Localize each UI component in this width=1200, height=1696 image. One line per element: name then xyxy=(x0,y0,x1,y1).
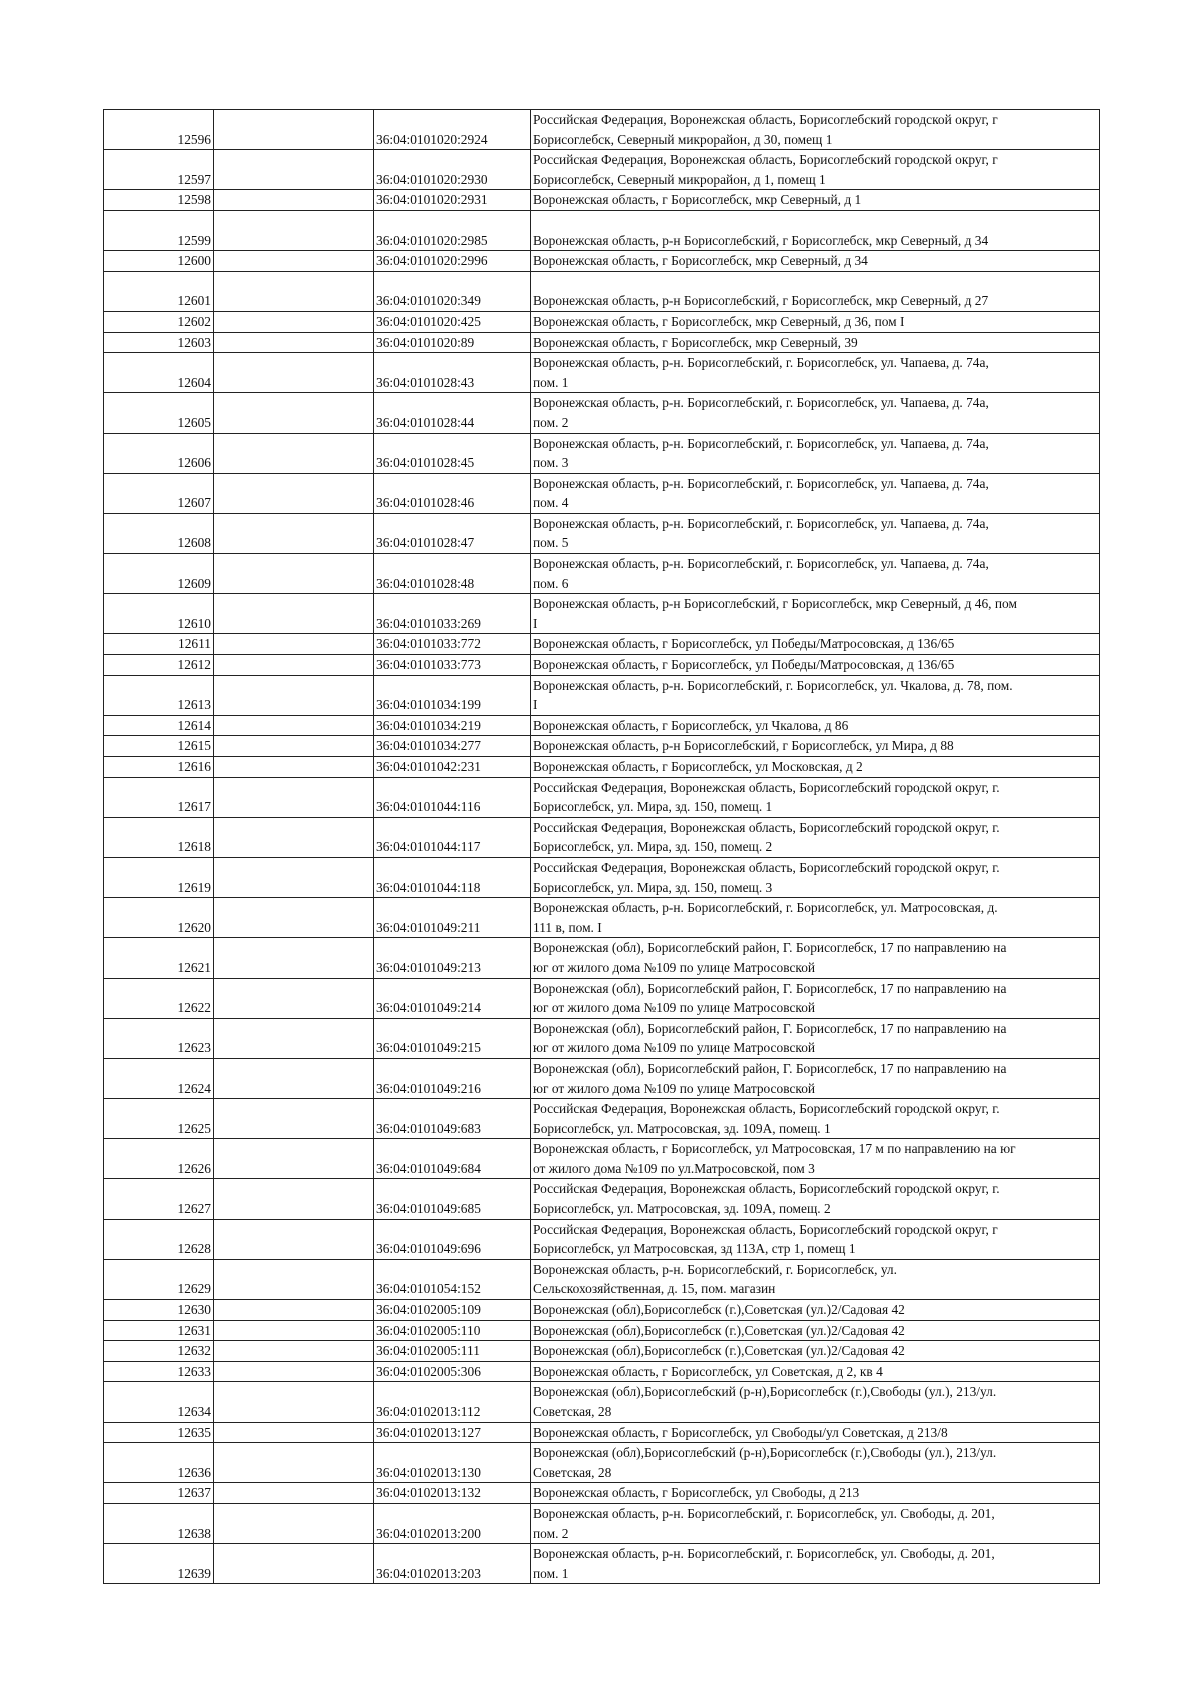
address-line: Воронежская область, р-н. Борисоглебский, г. Борисоглебск, ул. Матросовская, д. xyxy=(533,900,998,916)
row-number-cell: 12619 xyxy=(104,857,214,897)
empty-cell xyxy=(214,311,374,332)
cadastral-number-cell: 36:04:0101028:44 xyxy=(374,393,531,433)
empty-cell xyxy=(214,777,374,817)
empty-cell xyxy=(214,1361,374,1382)
address-line: пом. 5 xyxy=(533,535,569,551)
empty-cell xyxy=(214,110,374,150)
table-row xyxy=(104,594,1100,634)
address-cell xyxy=(531,433,1100,473)
table-row xyxy=(104,736,1100,757)
cadastral-number-cell: 36:04:0102005:306 xyxy=(374,1361,531,1382)
cadastral-number-cell: 36:04:0101044:116 xyxy=(374,777,531,817)
row-number-cell: 12617 xyxy=(104,777,214,817)
table-row xyxy=(104,777,1100,817)
address-line: Борисоглебск, ул. Мира, зд. 150, помещ. 2 xyxy=(533,839,773,855)
address-line: юг от жилого дома №109 по улице Матросовской xyxy=(533,1040,816,1056)
address-line: юг от жилого дома №109 по улице Матросовской xyxy=(533,959,816,975)
cadastral-number-cell: 36:04:0101034:219 xyxy=(374,715,531,736)
address-line: I xyxy=(533,615,538,631)
cadastral-number-cell: 36:04:0101042:231 xyxy=(374,757,531,778)
empty-cell xyxy=(214,1422,374,1443)
address-cell xyxy=(531,898,1100,938)
address-cell xyxy=(531,554,1100,594)
address-cell xyxy=(531,1544,1100,1584)
address-line: Воронежская область, г Борисоглебск, ул Свободы/ул Советская, д 213/8 xyxy=(533,1424,948,1440)
empty-cell xyxy=(214,1503,374,1543)
address-line: Воронежская (обл), Борисоглебский район, Г. Борисоглебск, 17 по направлению на xyxy=(533,940,1007,956)
empty-cell xyxy=(214,1259,374,1299)
empty-cell xyxy=(214,554,374,594)
address-cell xyxy=(531,251,1100,272)
cadastral-number-cell: 36:04:0102005:110 xyxy=(374,1320,531,1341)
empty-cell xyxy=(214,1058,374,1098)
address-cell xyxy=(531,190,1100,211)
address-line: Воронежская (обл),Борисоглебский (р-н),Борисоглебск (г.),Свободы (ул.), 213/ул. xyxy=(533,1384,997,1400)
table-row xyxy=(104,1018,1100,1058)
address-line: Воронежская область, г Борисоглебск, ул Советская, д 2, кв 4 xyxy=(533,1363,883,1379)
table-row xyxy=(104,1544,1100,1584)
cadastral-number-cell: 36:04:0101049:683 xyxy=(374,1099,531,1139)
row-number-cell: 12632 xyxy=(104,1341,214,1362)
cadastral-number-cell: 36:04:0101049:215 xyxy=(374,1018,531,1058)
address-cell xyxy=(531,715,1100,736)
row-number-cell: 12628 xyxy=(104,1219,214,1259)
table-row xyxy=(104,513,1100,553)
row-number-cell: 12639 xyxy=(104,1544,214,1584)
table-row xyxy=(104,1422,1100,1443)
address-line: Советская, 28 xyxy=(533,1464,612,1480)
address-cell xyxy=(531,757,1100,778)
row-number-cell: 12602 xyxy=(104,311,214,332)
cadastral-number-cell: 36:04:0102013:130 xyxy=(374,1443,531,1483)
row-number-cell: 12605 xyxy=(104,393,214,433)
address-cell xyxy=(531,1058,1100,1098)
empty-cell xyxy=(214,715,374,736)
address-line: Воронежская (обл),Борисоглебск (г.),Советская (ул.)2/Садовая 42 xyxy=(533,1322,905,1338)
address-line: Воронежская область, г Борисоглебск, ул Матросовская, 17 м по направлению на юг xyxy=(533,1141,1016,1157)
table-row xyxy=(104,311,1100,332)
cadastral-number-cell: 36:04:0101034:199 xyxy=(374,675,531,715)
address-line: Воронежская область, г Борисоглебск, мкр Северный, 39 xyxy=(533,334,858,350)
empty-cell xyxy=(214,736,374,757)
table-row xyxy=(104,1219,1100,1259)
empty-cell xyxy=(214,978,374,1018)
address-cell xyxy=(531,1300,1100,1321)
table-row xyxy=(104,1099,1100,1139)
address-line: Воронежская (обл), Борисоглебский район, Г. Борисоглебск, 17 по направлению на xyxy=(533,1020,1007,1036)
address-line: Воронежская область, г Борисоглебск, мкр Северный, д 1 xyxy=(533,192,862,208)
table-row xyxy=(104,1259,1100,1299)
table-row xyxy=(104,190,1100,211)
address-line xyxy=(533,272,1097,292)
address-cell xyxy=(531,1139,1100,1179)
cadastral-number-cell: 36:04:0101028:43 xyxy=(374,353,531,393)
address-line: Воронежская область, р-н Борисоглебский, г Борисоглебск, мкр Северный, д 46, пом xyxy=(533,596,1017,612)
address-line: Борисоглебск, ул. Матросовская, зд. 109А, помещ. 1 xyxy=(533,1120,831,1136)
address-line: Воронежская (обл), Борисоглебский район, Г. Борисоглебск, 17 по направлению на xyxy=(533,980,1007,996)
cadastral-number-cell: 36:04:0102005:109 xyxy=(374,1300,531,1321)
address-line: Сельскохозяйственная, д. 15, пом. магазин xyxy=(533,1281,776,1297)
address-line: Воронежская область, р-н Борисоглебский, г Борисоглебск, ул Мира, д 88 xyxy=(533,738,954,754)
empty-cell xyxy=(214,594,374,634)
address-cell xyxy=(531,513,1100,553)
row-number-cell: 12626 xyxy=(104,1139,214,1179)
row-number-cell: 12596 xyxy=(104,110,214,150)
address-line: Российская Федерация, Воронежская область, Борисоглебский городской округ, г. xyxy=(533,819,1000,835)
empty-cell xyxy=(214,817,374,857)
empty-cell xyxy=(214,1139,374,1179)
row-number-cell: 12623 xyxy=(104,1018,214,1058)
row-number-cell: 12629 xyxy=(104,1259,214,1299)
address-cell xyxy=(531,736,1100,757)
empty-cell xyxy=(214,1018,374,1058)
row-number-cell: 12604 xyxy=(104,353,214,393)
table-row xyxy=(104,1443,1100,1483)
row-number-cell: 12598 xyxy=(104,190,214,211)
row-number-cell: 12614 xyxy=(104,715,214,736)
address-line: пом. 6 xyxy=(533,575,569,591)
empty-cell xyxy=(214,1483,374,1504)
address-line: пом. 3 xyxy=(533,455,569,471)
address-line: пом. 1 xyxy=(533,374,569,390)
empty-cell xyxy=(214,1300,374,1321)
cadastral-number-cell: 36:04:0101033:773 xyxy=(374,655,531,676)
address-line: Борисоглебск, ул. Матросовская, зд. 109А, помещ. 2 xyxy=(533,1201,831,1217)
row-number-cell: 12630 xyxy=(104,1300,214,1321)
row-number-cell: 12636 xyxy=(104,1443,214,1483)
cadastral-number-cell: 36:04:0101020:89 xyxy=(374,332,531,353)
cadastral-number-cell: 36:04:0101028:46 xyxy=(374,473,531,513)
address-line: Борисоглебск, ул. Мира, зд. 150, помещ. 1 xyxy=(533,799,773,815)
address-line: Воронежская область, р-н. Борисоглебский, г. Борисоглебск, ул. Чкалова, д. 78, пом. xyxy=(533,677,1013,693)
cadastral-number-cell: 36:04:0101028:47 xyxy=(374,513,531,553)
empty-cell xyxy=(214,1443,374,1483)
empty-cell xyxy=(214,332,374,353)
address-line: Российская Федерация, Воронежская область, Борисоглебский городской округ, г xyxy=(533,112,998,127)
row-number-cell: 12631 xyxy=(104,1320,214,1341)
empty-cell xyxy=(214,150,374,190)
address-line: Советская, 28 xyxy=(533,1404,612,1419)
address-line: Воронежская область, р-н. Борисоглебский, г. Борисоглебск, ул. Свободы, д. 201, xyxy=(533,1505,995,1521)
table-row xyxy=(104,1179,1100,1219)
row-number-cell: 12622 xyxy=(104,978,214,1018)
address-line: 111 в, пом. I xyxy=(533,919,602,935)
cadastral-number-cell: 36:04:0102013:112 xyxy=(374,1382,531,1422)
address-cell xyxy=(531,1018,1100,1058)
empty-cell xyxy=(214,1320,374,1341)
row-number-cell: 12597 xyxy=(104,150,214,190)
row-number-cell: 12607 xyxy=(104,473,214,513)
cadastral-number-cell: 36:04:0101028:45 xyxy=(374,433,531,473)
address-cell xyxy=(531,1483,1100,1504)
row-number-cell: 12608 xyxy=(104,513,214,553)
address-line: Воронежская область, г Борисоглебск, ул Свободы, д 213 xyxy=(533,1485,860,1501)
cadastral-number-cell: 36:04:0101020:2985 xyxy=(374,210,531,250)
row-number-cell: 12634 xyxy=(104,1382,214,1422)
address-line: Воронежская область, р-н Борисоглебский, г Борисоглебск, мкр Северный, д 27 xyxy=(533,293,989,309)
address-cell xyxy=(531,1099,1100,1139)
empty-cell xyxy=(214,271,374,311)
address-line: Воронежская область, р-н. Борисоглебский, г. Борисоглебск, ул. Чапаева, д. 74а, xyxy=(533,355,989,371)
table-row xyxy=(104,1483,1100,1504)
address-cell xyxy=(531,634,1100,655)
address-line: пом. 4 xyxy=(533,495,569,511)
table-row xyxy=(104,433,1100,473)
empty-cell xyxy=(214,655,374,676)
address-line: Воронежская область, г Борисоглебск, ул Победы/Матросовская, д 136/65 xyxy=(533,636,955,652)
cadastral-number-cell: 36:04:0101044:117 xyxy=(374,817,531,857)
empty-cell xyxy=(214,634,374,655)
address-line: Российская Федерация, Воронежская область, Борисоглебский городской округ, г. xyxy=(533,779,1000,795)
row-number-cell: 12606 xyxy=(104,433,214,473)
address-line: Воронежская область, г Борисоглебск, ул Московская, д 2 xyxy=(533,759,863,774)
table-row xyxy=(104,1341,1100,1362)
empty-cell xyxy=(214,757,374,778)
cadastral-number-cell: 36:04:0101020:425 xyxy=(374,311,531,332)
cadastral-number-cell: 36:04:0101034:277 xyxy=(374,736,531,757)
address-line: Воронежская область, р-н Борисоглебский, г Борисоглебск, мкр Северный, д 34 xyxy=(533,232,989,248)
empty-cell xyxy=(214,1544,374,1584)
table-row xyxy=(104,757,1100,778)
table-row xyxy=(104,210,1100,250)
address-line: Воронежская область, г Борисоглебск, мкр Северный, д 36, пом I xyxy=(533,313,905,329)
cadastral-number-cell: 36:04:0101049:216 xyxy=(374,1058,531,1098)
address-cell xyxy=(531,332,1100,353)
table-row xyxy=(104,675,1100,715)
address-line: Российская Федерация, Воронежская область, Борисоглебский городской округ, г. xyxy=(533,1181,1000,1197)
address-line: Воронежская (обл),Борисоглебск (г.),Советская (ул.)2/Садовая 42 xyxy=(533,1343,905,1359)
cadastral-number-cell: 36:04:0101049:696 xyxy=(374,1219,531,1259)
table-row xyxy=(104,857,1100,897)
cadastral-number-cell: 36:04:0101020:349 xyxy=(374,271,531,311)
row-number-cell: 12601 xyxy=(104,271,214,311)
row-number-cell: 12625 xyxy=(104,1099,214,1139)
registry-table-body xyxy=(104,110,1100,1584)
address-cell xyxy=(531,777,1100,817)
cadastral-number-cell: 36:04:0102013:132 xyxy=(374,1483,531,1504)
table-row xyxy=(104,1058,1100,1098)
cadastral-number-cell: 36:04:0101049:214 xyxy=(374,978,531,1018)
address-line: Воронежская область, г Борисоглебск, ул Чкалова, д 86 xyxy=(533,717,849,733)
address-line: Воронежская область, р-н. Борисоглебский, г. Борисоглебск, ул. Чапаева, д. 74а, xyxy=(533,556,989,572)
table-row xyxy=(104,150,1100,190)
row-number-cell: 12609 xyxy=(104,554,214,594)
address-cell xyxy=(531,978,1100,1018)
cadastral-number-cell: 36:04:0101049:213 xyxy=(374,938,531,978)
table-row xyxy=(104,898,1100,938)
address-line: Российская Федерация, Воронежская область, Борисоглебский городской округ, г xyxy=(533,1221,998,1237)
table-row xyxy=(104,554,1100,594)
cadastral-number-cell: 36:04:0101049:685 xyxy=(374,1179,531,1219)
table-row xyxy=(104,251,1100,272)
address-line: I xyxy=(533,697,538,713)
empty-cell xyxy=(214,513,374,553)
address-line: Борисоглебск, Северный микрорайон, д 30, помещ 1 xyxy=(533,131,833,147)
row-number-cell: 12624 xyxy=(104,1058,214,1098)
empty-cell xyxy=(214,251,374,272)
address-cell xyxy=(531,150,1100,190)
empty-cell xyxy=(214,938,374,978)
empty-cell xyxy=(214,1341,374,1362)
address-line: пом. 1 xyxy=(533,1565,569,1581)
address-line: пом. 2 xyxy=(533,414,569,430)
address-line: Воронежская область, г Борисоглебск, мкр Северный, д 34 xyxy=(533,253,868,269)
row-number-cell: 12615 xyxy=(104,736,214,757)
address-line: Борисоглебск, ул Матросовская, зд 113А, стр 1, помещ 1 xyxy=(533,1241,856,1257)
address-cell xyxy=(531,393,1100,433)
empty-cell xyxy=(214,898,374,938)
table-row xyxy=(104,1300,1100,1321)
table-row xyxy=(104,978,1100,1018)
table-row xyxy=(104,817,1100,857)
address-line: пом. 2 xyxy=(533,1525,569,1541)
address-cell xyxy=(531,1361,1100,1382)
address-line xyxy=(533,211,1097,231)
address-cell xyxy=(531,655,1100,676)
address-cell xyxy=(531,857,1100,897)
row-number-cell: 12616 xyxy=(104,757,214,778)
empty-cell xyxy=(214,190,374,211)
row-number-cell: 12603 xyxy=(104,332,214,353)
address-line: юг от жилого дома №109 по улице Матросовской xyxy=(533,1000,816,1016)
row-number-cell: 12620 xyxy=(104,898,214,938)
cadastral-number-cell: 36:04:0101020:2930 xyxy=(374,150,531,190)
row-number-cell: 12627 xyxy=(104,1179,214,1219)
cadastral-number-cell: 36:04:0101020:2924 xyxy=(374,110,531,150)
table-row xyxy=(104,393,1100,433)
address-line: Российская Федерация, Воронежская область, Борисоглебский городской округ, г. xyxy=(533,859,1000,875)
cadastral-number-cell: 36:04:0101054:152 xyxy=(374,1259,531,1299)
address-cell xyxy=(531,1422,1100,1443)
address-line: Российская Федерация, Воронежская область, Борисоглебский городской округ, г xyxy=(533,152,998,168)
address-cell xyxy=(531,594,1100,634)
row-number-cell: 12633 xyxy=(104,1361,214,1382)
cadastral-number-cell: 36:04:0101033:772 xyxy=(374,634,531,655)
address-cell xyxy=(531,817,1100,857)
address-line: Воронежская (обл),Борисоглебский (р-н),Борисоглебск (г.),Свободы (ул.), 213/ул. xyxy=(533,1445,997,1461)
row-number-cell: 12611 xyxy=(104,634,214,655)
empty-cell xyxy=(214,1099,374,1139)
address-line: Воронежская область, р-н. Борисоглебский, г. Борисоглебск, ул. Чапаева, д. 74а, xyxy=(533,395,989,411)
table-row xyxy=(104,715,1100,736)
address-cell xyxy=(531,675,1100,715)
row-number-cell: 12621 xyxy=(104,938,214,978)
table-row xyxy=(104,1361,1100,1382)
table-row xyxy=(104,353,1100,393)
row-number-cell: 12599 xyxy=(104,210,214,250)
cadastral-number-cell: 36:04:0101049:211 xyxy=(374,898,531,938)
address-line: Воронежская область, р-н. Борисоглебский, г. Борисоглебск, ул. Чапаева, д. 74а, xyxy=(533,475,989,491)
row-number-cell: 12610 xyxy=(104,594,214,634)
address-cell xyxy=(531,110,1100,150)
empty-cell xyxy=(214,1179,374,1219)
row-number-cell: 12635 xyxy=(104,1422,214,1443)
address-cell xyxy=(531,353,1100,393)
cadastral-number-cell: 36:04:0101020:2996 xyxy=(374,251,531,272)
address-cell xyxy=(531,1259,1100,1299)
address-cell xyxy=(531,1320,1100,1341)
row-number-cell: 12613 xyxy=(104,675,214,715)
cadastral-number-cell: 36:04:0102005:111 xyxy=(374,1341,531,1362)
address-line: Воронежская область, р-н. Борисоглебский, г. Борисоглебск, ул. Свободы, д. 201, xyxy=(533,1546,995,1562)
row-number-cell: 12612 xyxy=(104,655,214,676)
cadastral-number-cell: 36:04:0102013:200 xyxy=(374,1503,531,1543)
address-line: Воронежская область, р-н. Борисоглебский, г. Борисоглебск, ул. xyxy=(533,1261,897,1277)
address-cell xyxy=(531,473,1100,513)
table-row xyxy=(104,655,1100,676)
table-row xyxy=(104,1320,1100,1341)
address-line: Воронежская (обл),Борисоглебск (г.),Советская (ул.)2/Садовая 42 xyxy=(533,1302,905,1318)
empty-cell xyxy=(214,1382,374,1422)
cadastral-number-cell: 36:04:0102013:203 xyxy=(374,1544,531,1584)
address-cell xyxy=(531,1382,1100,1422)
address-line: Воронежская область, г Борисоглебск, ул Победы/Матросовская, д 136/65 xyxy=(533,657,955,673)
empty-cell xyxy=(214,433,374,473)
address-line: Воронежская (обл), Борисоглебский район, Г. Борисоглебск, 17 по направлению на xyxy=(533,1060,1007,1076)
address-line: Борисоглебск, ул. Мира, зд. 150, помещ. 3 xyxy=(533,879,773,895)
table-row xyxy=(104,938,1100,978)
empty-cell xyxy=(214,1219,374,1259)
table-row xyxy=(104,332,1100,353)
address-cell xyxy=(531,1503,1100,1543)
table-row xyxy=(104,271,1100,311)
address-line: Борисоглебск, Северный микрорайон, д 1, помещ 1 xyxy=(533,171,826,187)
address-line: юг от жилого дома №109 по улице Матросовской xyxy=(533,1080,816,1096)
empty-cell xyxy=(214,210,374,250)
cadastral-number-cell: 36:04:0101028:48 xyxy=(374,554,531,594)
empty-cell xyxy=(214,393,374,433)
table-row xyxy=(104,110,1100,150)
cadastral-number-cell: 36:04:0101049:684 xyxy=(374,1139,531,1179)
row-number-cell: 12638 xyxy=(104,1503,214,1543)
table-row xyxy=(104,1503,1100,1543)
table-row xyxy=(104,634,1100,655)
address-line: от жилого дома №109 по ул.Матросовской, пом 3 xyxy=(533,1160,815,1176)
address-cell xyxy=(531,1219,1100,1259)
empty-cell xyxy=(214,675,374,715)
address-cell xyxy=(531,311,1100,332)
address-cell xyxy=(531,1443,1100,1483)
row-number-cell: 12637 xyxy=(104,1483,214,1504)
row-number-cell: 12618 xyxy=(104,817,214,857)
address-cell xyxy=(531,210,1100,250)
cadastral-number-cell: 36:04:0102013:127 xyxy=(374,1422,531,1443)
cadastral-number-cell: 36:04:0101020:2931 xyxy=(374,190,531,211)
address-cell xyxy=(531,1179,1100,1219)
empty-cell xyxy=(214,857,374,897)
table-row xyxy=(104,1139,1100,1179)
address-line: Воронежская область, р-н. Борисоглебский, г. Борисоглебск, ул. Чапаева, д. 74а, xyxy=(533,435,989,451)
cadastral-number-cell: 36:04:0101044:118 xyxy=(374,857,531,897)
row-number-cell: 12600 xyxy=(104,251,214,272)
empty-cell xyxy=(214,353,374,393)
address-line: Воронежская область, р-н. Борисоглебский, г. Борисоглебск, ул. Чапаева, д. 74а, xyxy=(533,515,989,531)
address-line: Российская Федерация, Воронежская область, Борисоглебский городской округ, г. xyxy=(533,1101,1000,1117)
registry-table xyxy=(103,109,1100,1584)
table-row xyxy=(104,473,1100,513)
cadastral-number-cell: 36:04:0101033:269 xyxy=(374,594,531,634)
address-cell xyxy=(531,1341,1100,1362)
address-cell xyxy=(531,938,1100,978)
empty-cell xyxy=(214,473,374,513)
table-row xyxy=(104,1382,1100,1422)
address-cell xyxy=(531,271,1100,311)
